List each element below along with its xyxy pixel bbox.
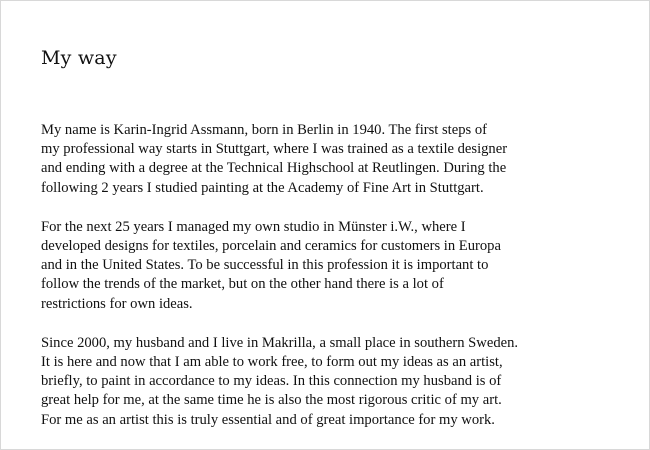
text-line: my professional way starts in Stuttgart, where I was trained as a textile designer xyxy=(41,141,508,158)
text-line: briefly, to paint in accordance to my ideas. In this connection my husband is of xyxy=(41,373,502,390)
text-line: great help for me, at the same time he is also the most rigorous critic of my art. xyxy=(41,392,502,409)
paragraph-early-years xyxy=(41,121,641,198)
page-title: My way xyxy=(41,47,117,69)
text-line: following 2 years I studied painting at the Academy of Fine Art in Stuttgart. xyxy=(41,179,484,196)
text-line: follow the trends of the market, but on the other hand there is a lot of xyxy=(41,276,444,293)
text-line: For the next 25 years I managed my own studio in Münster i.W., where I xyxy=(41,218,466,235)
paragraph-studio-years xyxy=(41,218,641,314)
paragraph-sweden-years xyxy=(41,334,641,430)
text-line: For me as an artist this is truly essential and of great importance for my work. xyxy=(41,411,495,428)
text-line: Since 2000, my husband and I live in Makrilla, a small place in southern Sweden. xyxy=(41,334,519,351)
text-line: It is here and now that I am able to work free, to form out my ideas as an artist, xyxy=(41,354,503,371)
text-line: My name is Karin-Ingrid Assmann, born in Berlin in 1940. The first steps of xyxy=(41,122,487,138)
text-line: and ending with a degree at the Technical Highschool at Reutlingen. During the xyxy=(41,160,507,177)
text-line: restrictions for own ideas. xyxy=(41,295,193,312)
text-line: developed designs for textiles, porcelain and ceramics for customers in Europa xyxy=(41,238,501,255)
biography-text xyxy=(41,121,641,450)
text-line: and in the United States. To be successful in this profession it is important to xyxy=(41,257,489,274)
